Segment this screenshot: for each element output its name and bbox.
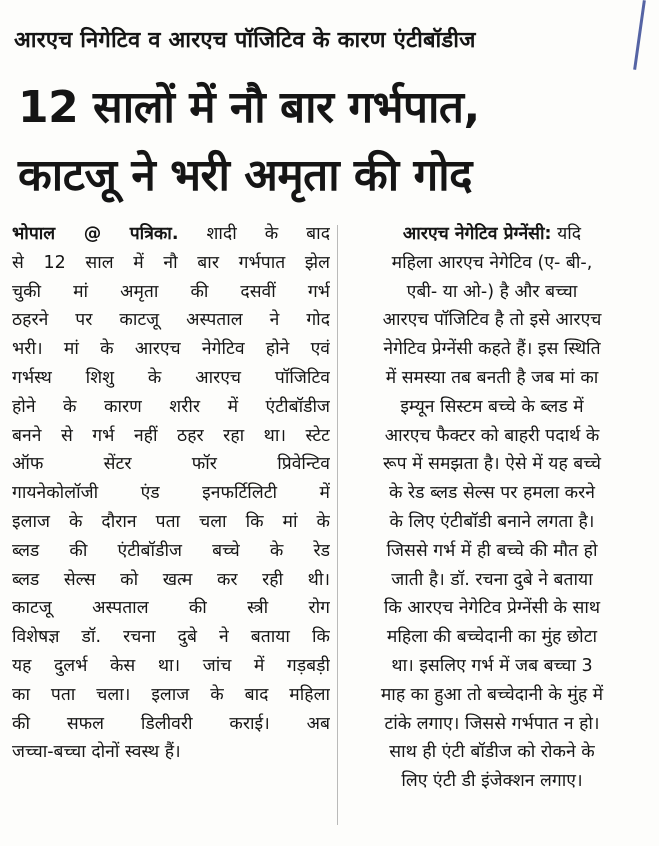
body-line: टांके लगाए। जिससे गर्भपात न हो।	[384, 713, 600, 734]
body-line: नेगेटिव प्रेग्नेंसी कहते हैं। इस स्थिति	[383, 339, 601, 360]
body-line: के रेड ब्लड सेल्स पर हमला करने	[389, 483, 595, 504]
body-line: में समस्या तब बनती है जब मां का	[385, 367, 599, 388]
body-line: आरएच फैक्टर को बाहरी पदार्थ के	[384, 425, 600, 446]
body-line: से 12 साल में नौ बार गर्भपात झेल	[12, 252, 330, 273]
body-line: महिला की बच्चेदानी का मुंह छोटा	[386, 627, 598, 648]
dateline: भोपाल @ पत्रिका.	[12, 224, 179, 244]
body-line: गायनेकोलॉजी एंड इनफर्टिलिटी में	[12, 483, 330, 504]
body-line: बनने से गर्भ नहीं ठहर रहा था। स्टेट	[12, 425, 330, 446]
body-line: के लिए एंटीबॉडी बनाने लगता है।	[389, 511, 595, 532]
right-column	[344, 220, 640, 796]
body-line: ब्लड की एंटीबॉडीज बच्चे के रेड	[12, 540, 330, 561]
body-line: आरएच नेगेटिव प्रेग्नेंसी: यदि	[402, 224, 582, 244]
body-line: चुकी मां अमृता की दसवीं गर्भ	[12, 281, 330, 302]
column-divider	[337, 225, 338, 825]
body-line: ठहरने पर काटजू अस्पताल ने गोद	[12, 310, 330, 331]
body-line: इलाज के दौरान पता चला कि मां के	[12, 511, 330, 532]
body-line: यह दुलर्भ केस था। जांच में गड़बड़ी	[12, 655, 330, 676]
body-line: कि आरएच नेगेटिव प्रेग्नेंसी के साथ	[383, 598, 601, 619]
pen-mark	[633, 0, 646, 70]
body-line: था। इसलिए गर्भ में जब बच्चा 3	[391, 655, 593, 676]
body-line: जिससे गर्भ में ही बच्चे की मौत हो	[386, 540, 598, 561]
subheading: आरएच नेगेटिव प्रेग्नेंसी:	[402, 224, 552, 244]
body-line: काटजू अस्पताल की स्त्री रोग	[12, 598, 330, 619]
body-line: जाती है। डॉ. रचना दुबे ने बताया	[391, 569, 593, 590]
body-line: होने के कारण शरीर में एंटीबॉडीज	[12, 396, 330, 417]
body-line: का पता चला। इलाज के बाद महिला	[12, 684, 330, 705]
kicker: आरएच निगेटिव व आरएच पॉजिटिव के कारण एंटीबॉडीज	[14, 28, 476, 53]
body-line: भोपाल @ पत्रिका. शादी के बाद	[12, 224, 330, 244]
body-line: भरी। मां के आरएच नेगेटिव होने एवं	[12, 339, 330, 360]
body-line: साथ ही एंटी बॉडीज को रोकने के	[389, 742, 595, 763]
body-line: महिला आरएच नेगेटिव (ए- बी-,	[391, 252, 593, 273]
headline-line-2: काटजू ने भरी अमृता की गोद	[18, 150, 472, 201]
body-line: ऑफ सेंटर फॉर प्रिवेन्टिव	[12, 454, 330, 475]
left-column	[12, 220, 330, 767]
body-line: इम्यून सिस्टम बच्चे के ब्लड में	[400, 396, 584, 417]
body-line: माह का हुआ तो बच्चेदानी के मुंह में	[380, 684, 604, 705]
body-line: गर्भस्थ शिशु के आरएच पॉजिटिव	[12, 367, 330, 388]
body-line: रूप में समझता है। ऐसे में यह बच्चे	[382, 454, 602, 475]
body-line: लिए एंटी डी इंजेक्शन लगाए।	[401, 771, 583, 792]
body-line: जच्चा-बच्चा दोनों स्वस्थ हैं।	[12, 742, 181, 763]
body-line: ब्लड सेल्स को खत्म कर रही थी।	[12, 569, 330, 590]
headline-line-1: 12 सालों में नौ बार गर्भपात,	[18, 82, 480, 133]
body-line: एबी- या ओ-) है और बच्चा	[406, 281, 578, 302]
body-line: आरएच पॉजिटिव है तो इसे आरएच	[382, 310, 602, 331]
body-line: की सफल डिलीवरी कराई। अब	[12, 713, 330, 734]
body-line: विशेषज्ञ डॉ. रचना दुबे ने बताया कि	[12, 627, 330, 648]
